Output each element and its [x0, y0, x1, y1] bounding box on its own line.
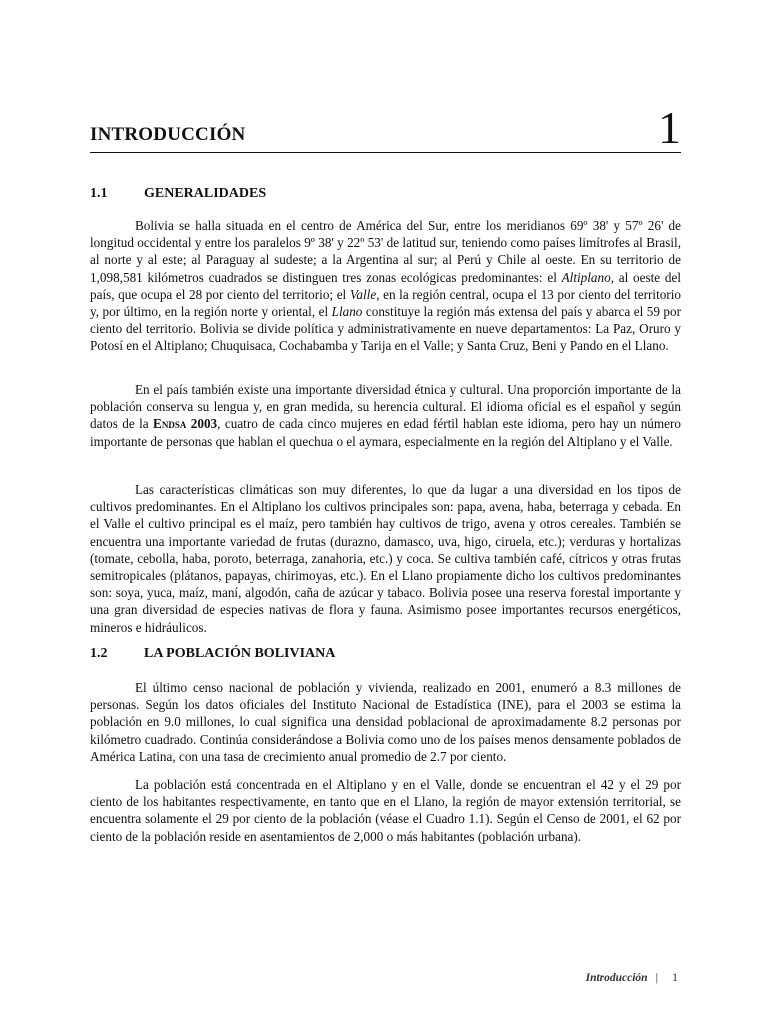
- italic-term: Altiplano: [561, 269, 611, 285]
- chapter-number: 1: [658, 102, 681, 153]
- chapter-header: [90, 98, 681, 153]
- paragraph-text: Las características climáticas son muy diferentes, lo que da lugar a una diversidad en los tipos de cultivos predominantes. En el Altiplano los cultivos principales son: papa, avena, haba, beterraga y cebada. En el Valle el cultivo principal es el maíz, pero también hay cultivos de trigo, avena y otros cereales. También se encuentra una importante variedad de frutas (durazno, damasco, uva, higo, ciruela, etc.); verduras y hortalizas (tomate, cebolla, haba, poroto, beterraga, zanahoria, etc.) y coca. Se cultiva también café, cítricos y otras frutas semitropicales (plátanos, papayas, chirimoyas, etc.). En el Llano propiamente dicho los cultivos predominantes son: soya, yuca, maíz, maní, algodón, caña de azúcar y tabaco. Bolivia posee una reserva forestal importante y una gran diversidad de especies nativas de flora y fauna. Asimismo posee importantes recursos energéticos, mineros e hidráulicos.: [90, 482, 681, 635]
- paragraph-text: En el país también existe una importante diversidad étnica y cultural. Una proporción importante de la población conserva su lengua y, en gran medida, su herencia cultural. El idioma oficial es el español y según datos de la: [90, 382, 681, 432]
- paragraph-text: El último censo nacional de población y vivienda, realizado en 2001, enumeró a 8.3 millones de personas. Según los datos oficiales del Instituto Nacional de Estadística (INE), para el 2003 se estima la población en 9.0 millones, lo cual significa una densidad poblacional de aproximadamente 8.2 personas por kilómetro cuadrado. Continúa considerándose a Bolivia como uno de los países menos densamente poblados de América Latina, con una tasa de crecimiento anual promedio de 2.7 por ciento.: [90, 680, 681, 764]
- section-heading-1-1: [90, 186, 266, 202]
- italic-term: Valle: [349, 286, 377, 302]
- page-number: 1: [672, 970, 678, 984]
- paragraph: [90, 679, 681, 765]
- section-title: GENERALIDADES: [144, 186, 267, 201]
- paragraph: [90, 381, 681, 450]
- footer-separator: |: [655, 970, 658, 984]
- paragraph-text: La población está concentrada en el Altiplano y en el Valle, donde se encuentran el 42 y el 29 por ciento de los habitantes respectivamente, en tanto que en el Llano, la región de mayor extensión territorial, se encuentra solamente el 29 por ciento de la población (véase el Cuadro 1.1). Según el Censo de 2001, el 62 por ciento de la población reside en asentamientos de 2,000 o más habitantes (población urbana).: [90, 777, 681, 844]
- footer-label: Introducción: [585, 972, 648, 984]
- paragraph-text: , en la región central, ocupa el 13 por ciento del territorio y, por último, en la región norte y oriental, el: [90, 286, 681, 320]
- paragraph: [90, 776, 681, 845]
- emphasis-text: Endsa: [153, 416, 187, 432]
- section-number: 1.2: [90, 646, 108, 661]
- section-number: 1.1: [90, 186, 108, 201]
- page-footer: [586, 970, 678, 985]
- paragraph: [90, 481, 681, 636]
- paragraph-text: , cuatro de cada cinco mujeres en edad fértil hablan este idioma, pero hay un número importante de personas que hablan el quechua o el aymara, especialmente en la región del Altiplano y el Valle.: [90, 416, 682, 449]
- emphasis-text: 2003: [186, 416, 218, 432]
- paragraph: [90, 217, 681, 355]
- paragraph-text: constituye la región más extensa del país y abarca el 59 por ciento del territorio. Bolivia se divide política y administrativamente en nueve departamentos: La Paz, Oruro y Potosí en el Altiplano; Chuquisaca, Cochabamba y Tarija en el Valle; y Santa Cruz, Beni y Pando en el Llano.: [90, 304, 681, 354]
- chapter-title: INTRODUCCIÓN: [90, 124, 246, 145]
- section-heading-1-2: [90, 646, 335, 662]
- italic-term: Llano: [331, 304, 363, 320]
- paragraph-text: Bolivia se halla situada en el centro de América del Sur, entre los meridianos 69º 38' y 57º 26' de longitud occidental y entre los paralelos 9º 38' y 22º 53' de latitud sur, teniendo como países limítrofes al Brasil, al norte y al este; al Paraguay al sudeste; a la Argentina al sur; al Perú y Chile al oeste. En su territorio de 1,098,581 kilómetros cuadrados se distinguen tres zonas ecológicas predominantes: el: [90, 218, 681, 285]
- section-title: LA POBLACIÓN BOLIVIANA: [144, 646, 336, 661]
- paragraph-text: , al oeste del país, que ocupa el 28 por ciento del territorio; el: [90, 269, 681, 302]
